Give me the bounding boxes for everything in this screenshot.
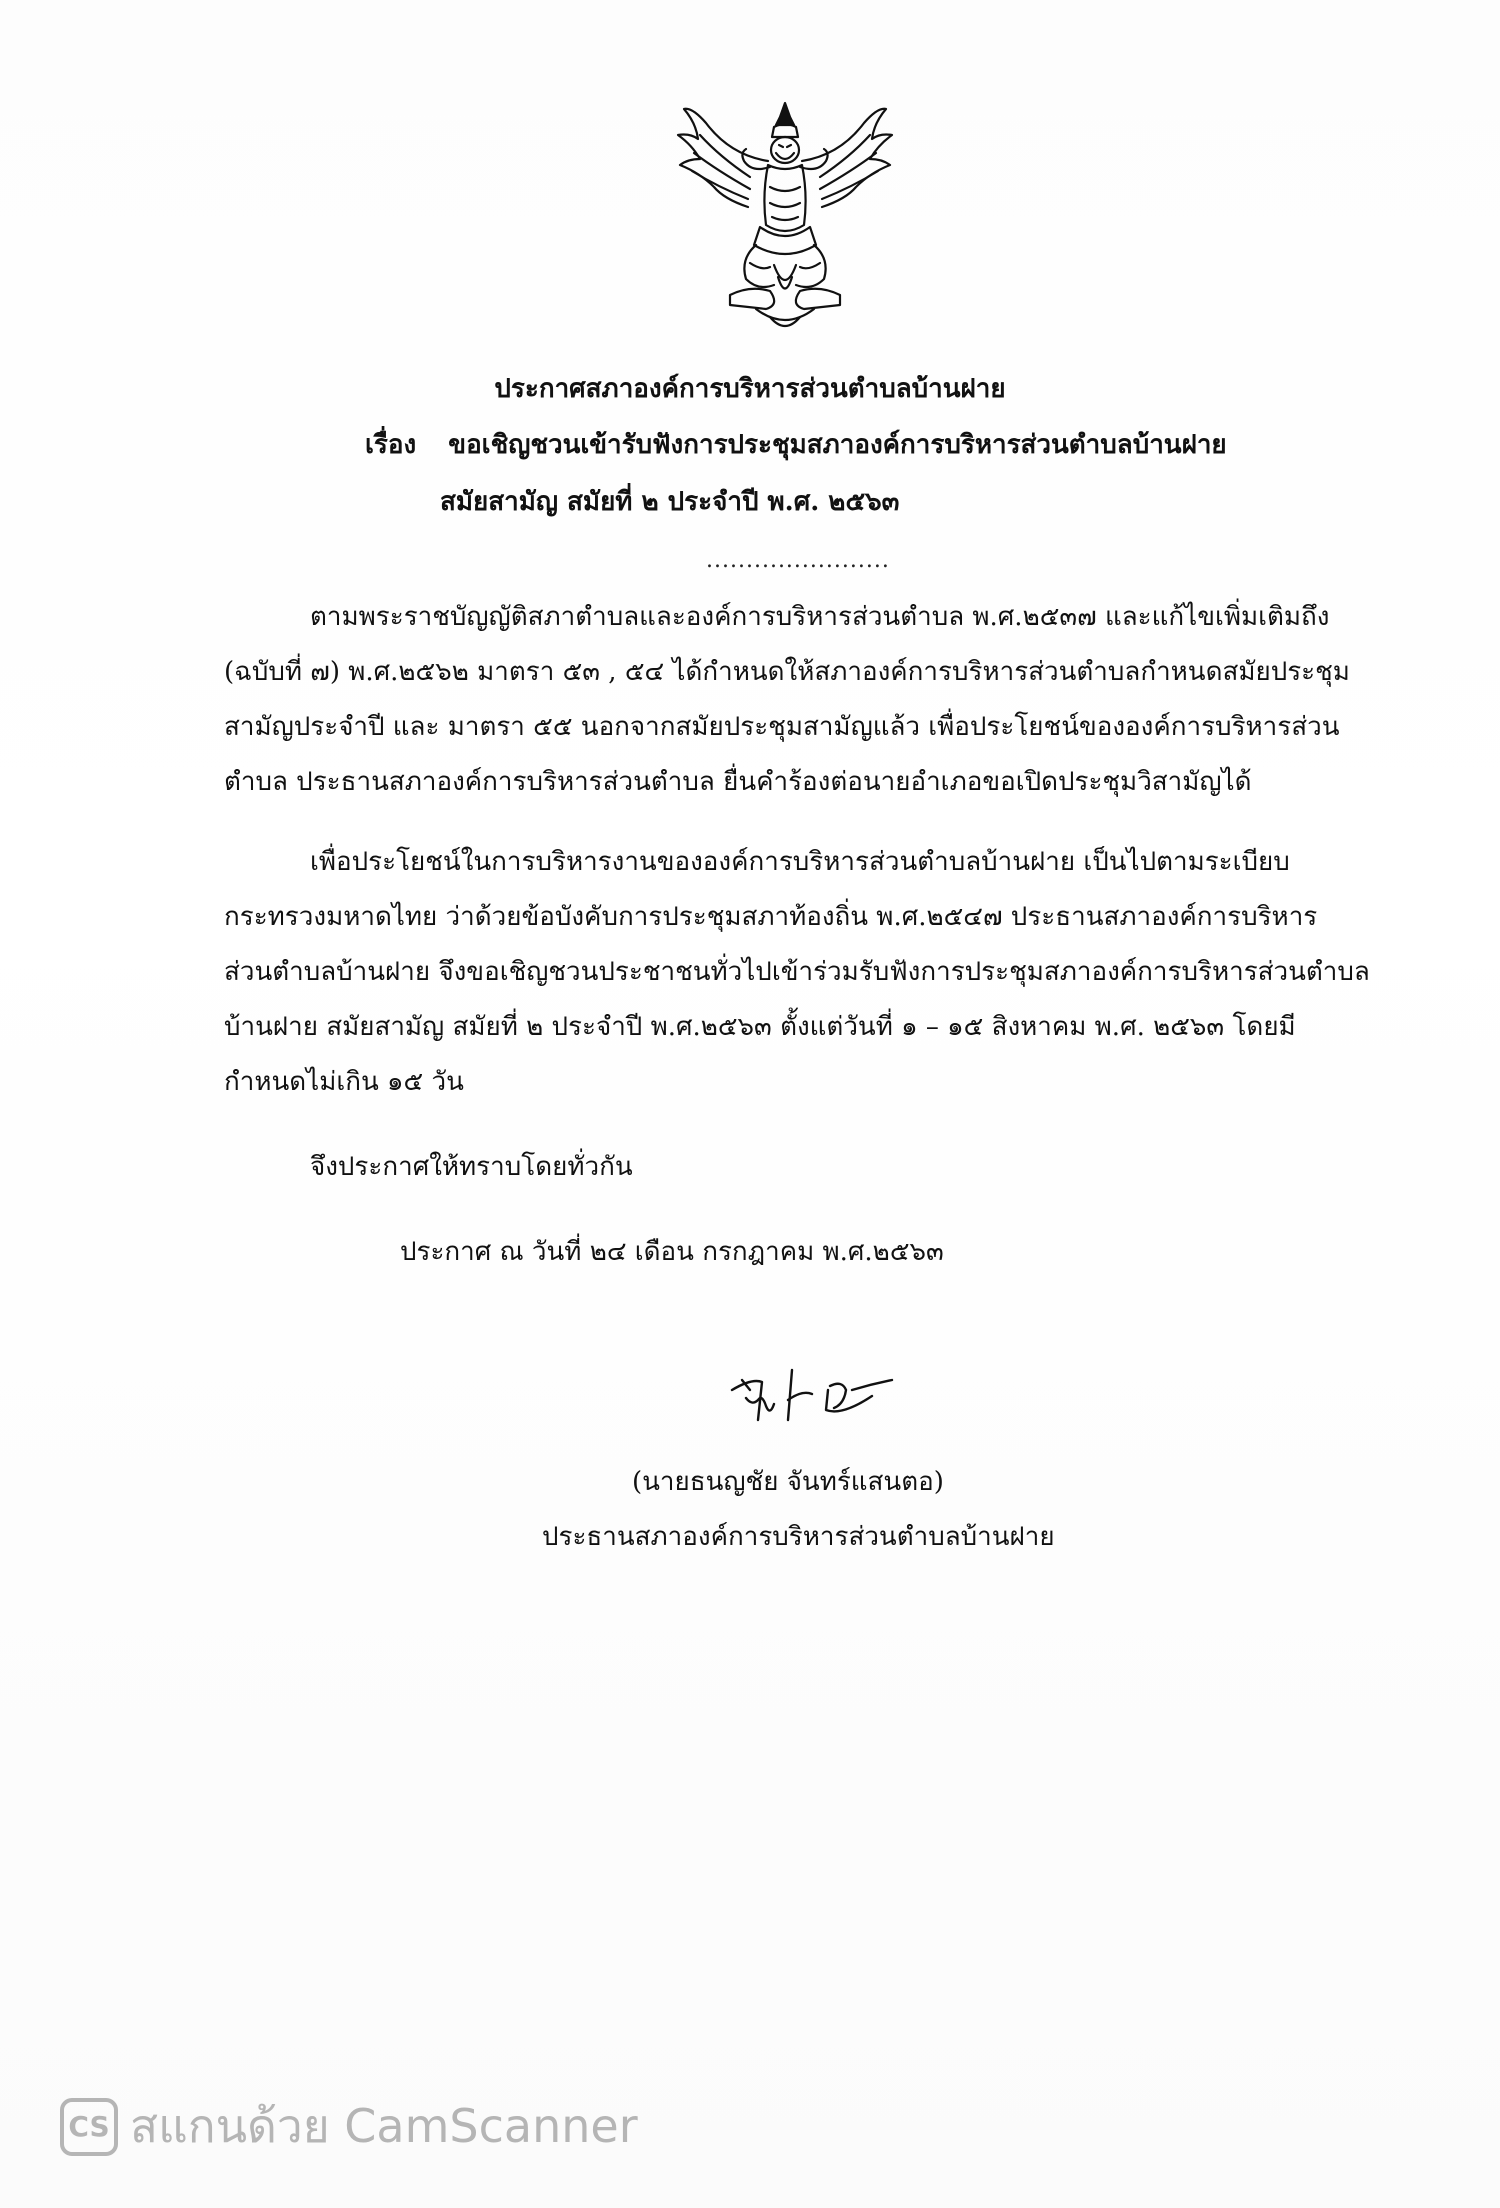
closing-statement: จึงประกาศให้ทราบโดยทั่วกัน <box>310 1152 633 1182</box>
camscanner-logo-icon: CS <box>60 2098 118 2156</box>
subject-line <box>365 428 1227 462</box>
session-line: สมัยสามัญ สมัยที่ ๒ ประจำปี พ.ศ. ๒๕๖๓ <box>440 487 900 517</box>
paragraph2-line4: บ้านฝาย สมัยสามัญ สมัยที่ ๒ ประจำปี พ.ศ.๒๕๖๓ ตั้งแต่วันที่ ๑ – ๑๕ สิงหาคม พ.ศ. ๒๕๖๓ โดยมี <box>224 1012 1296 1042</box>
paragraph2-line1: เพื่อประโยชน์ในการบริหารงานขององค์การบริหารส่วนตำบลบ้านฝาย เป็นไปตามระเบียบ <box>310 847 1290 877</box>
handwritten-signature <box>722 1360 902 1440</box>
camscanner-watermark <box>60 2090 638 2163</box>
separator-dots: ....................... <box>706 548 890 573</box>
signatory-name: (นายธนญชัย จันทร์แสนตอ) <box>632 1467 944 1497</box>
subject-text: ขอเชิญชวนเข้ารับฟังการประชุมสภาองค์การบริหารส่วนตำบลบ้านฝาย <box>448 430 1227 460</box>
garuda-emblem-icon <box>670 95 900 340</box>
paragraph2-line3: ส่วนตำบลบ้านฝาย จึงขอเชิญชวนประชาชนทั่วไปเข้าร่วมรับฟังการประชุมสภาองค์การบริหารส่วนตำบล <box>224 957 1370 987</box>
announcement-title: ประกาศสภาองค์การบริหารส่วนตำบลบ้านฝาย <box>494 374 1006 404</box>
paragraph1-line2: (ฉบับที่ ๗) พ.ศ.๒๕๖๒ มาตรา ๕๓ , ๕๔ ได้กำหนดให้สภาองค์การบริหารส่วนตำบลกำหนดสมัยประชุม <box>224 657 1350 687</box>
paragraph1-line3: สามัญประจำปี และ มาตรา ๕๕ นอกจากสมัยประชุมสามัญแล้ว เพื่อประโยชน์ขององค์การบริหารส่วน <box>224 712 1340 742</box>
watermark-text: สแกนด้วย CamScanner <box>130 2099 638 2153</box>
subject-label: เรื่อง <box>365 430 417 460</box>
paragraph2-line5: กำหนดไม่เกิน ๑๕ วัน <box>224 1067 464 1097</box>
announcement-date: ประกาศ ณ วันที่ ๒๔ เดือน กรกฎาคม พ.ศ.๒๕๖๓ <box>400 1237 944 1267</box>
signatory-position: ประธานสภาองค์การบริหารส่วนตำบลบ้านฝาย <box>542 1522 1055 1552</box>
paragraph1-line1: ตามพระราชบัญญัติสภาตำบลและองค์การบริหารส่วนตำบล พ.ศ.๒๕๓๗ และแก้ไขเพิ่มเติมถึง <box>310 602 1330 632</box>
paragraph1-line4: ตำบล ประธานสภาองค์การบริหารส่วนตำบล ยื่นคำร้องต่อนายอำเภอขอเปิดประชุมวิสามัญได้ <box>224 767 1252 797</box>
paragraph2-line2: กระทรวงมหาดไทย ว่าด้วยข้อบังคับการประชุมสภาท้องถิ่น พ.ศ.๒๕๔๗ ประธานสภาองค์การบริหาร <box>224 902 1318 932</box>
